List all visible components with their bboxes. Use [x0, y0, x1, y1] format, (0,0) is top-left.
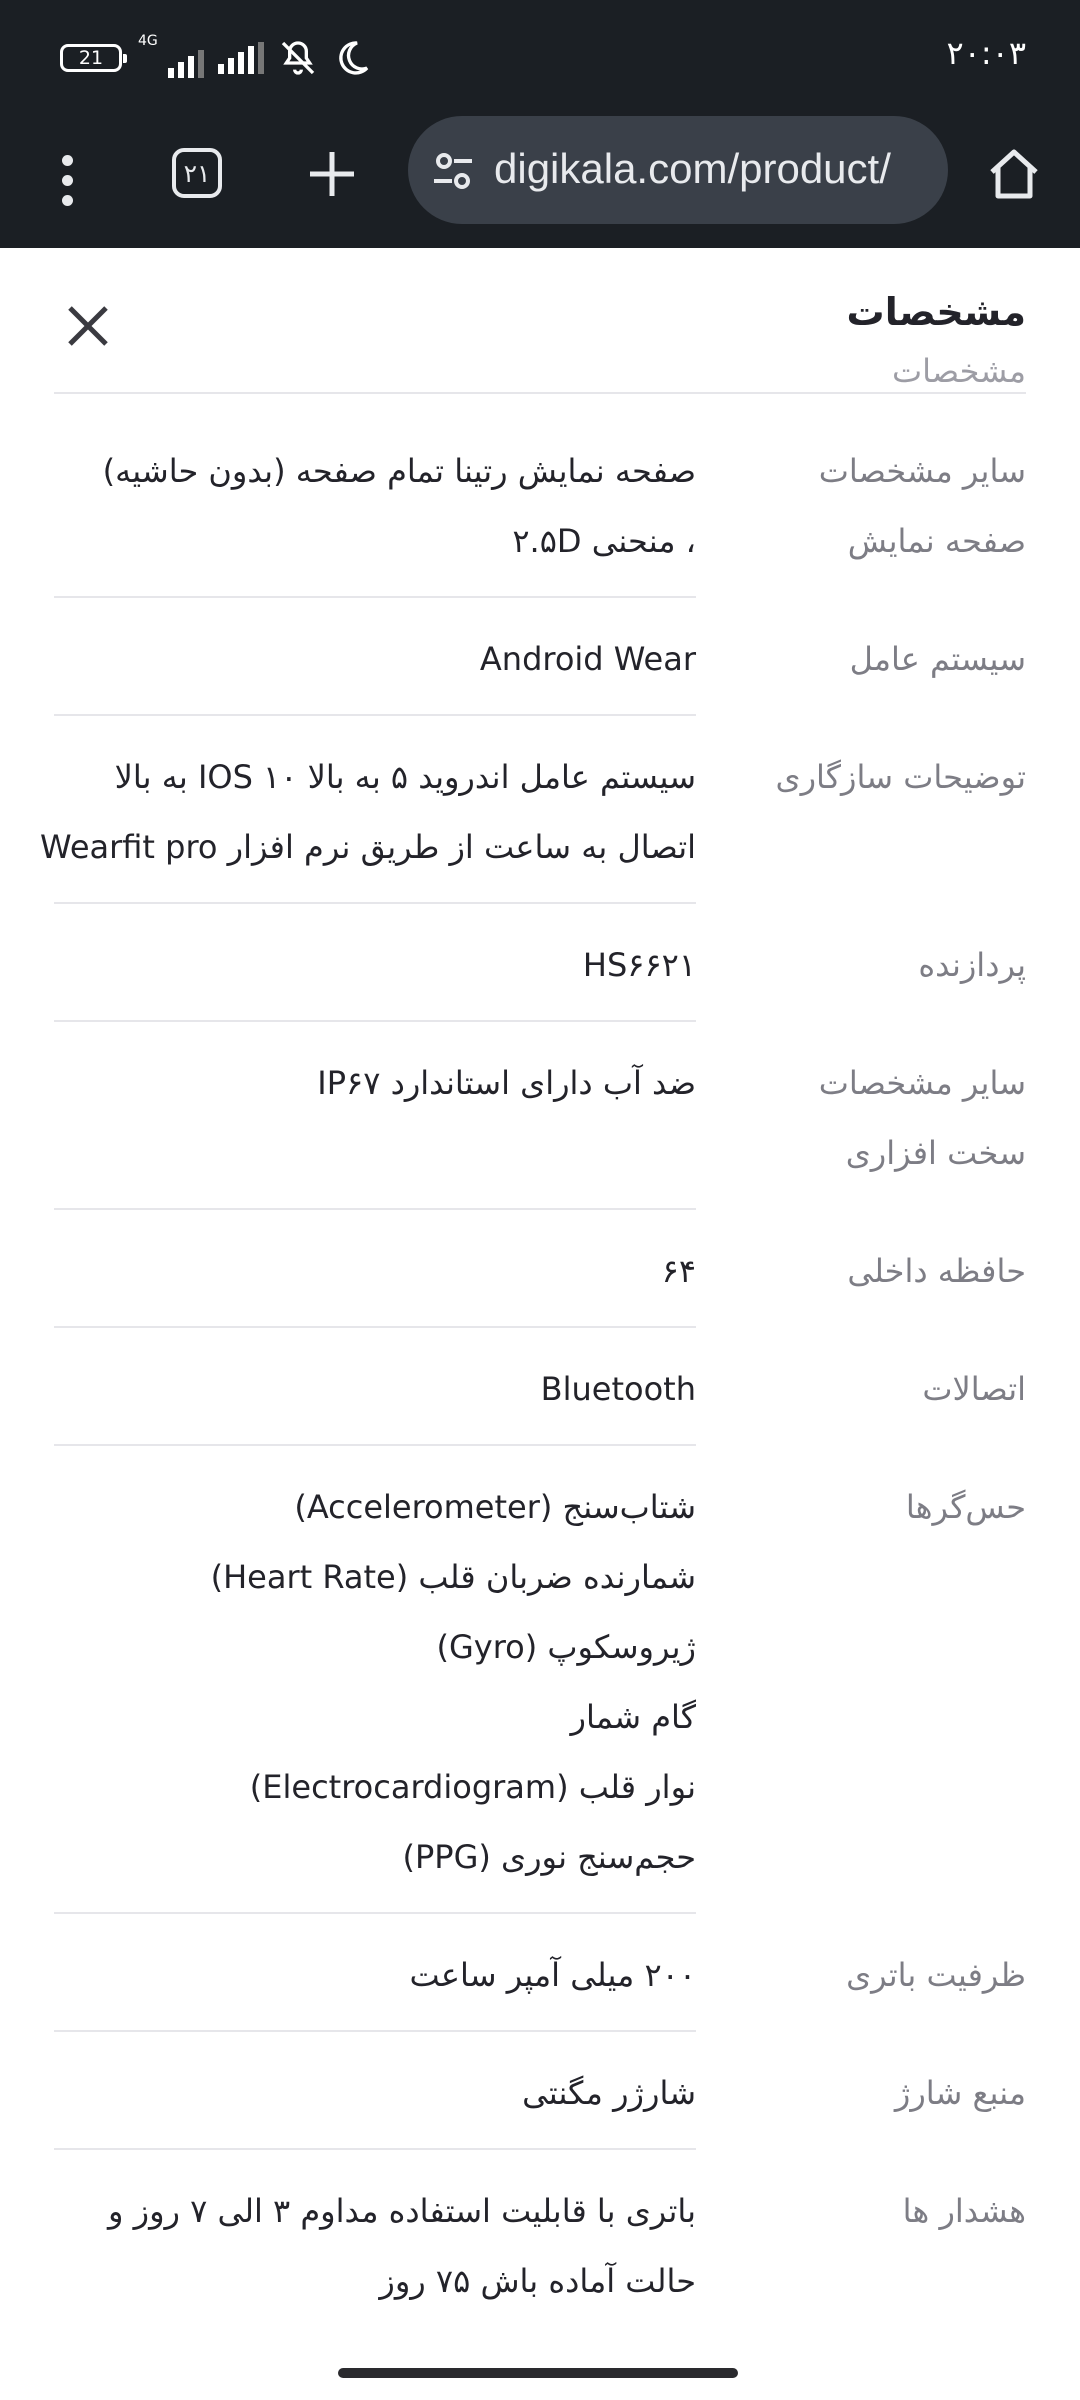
spec-value: [54, 930, 696, 1000]
spec-value-line: گام شمار: [570, 1698, 696, 1736]
spec-value: [54, 436, 696, 576]
row-divider: [54, 2148, 696, 2150]
battery-level: 21: [78, 47, 104, 69]
spec-value: [54, 2058, 696, 2128]
spec-label-line: سایر مشخصات: [818, 452, 1026, 490]
partial-spec-label: مشخصات: [892, 352, 1026, 390]
spec-label-line: حس‌گرها: [905, 1488, 1026, 1526]
address-bar[interactable]: [408, 116, 948, 224]
spec-row: [0, 2058, 1080, 2176]
spec-label-line: پردازنده: [918, 946, 1026, 984]
row-divider: [54, 2030, 696, 2032]
spec-row: [0, 930, 1080, 1048]
divider: [54, 392, 1026, 394]
spec-value-line: حجم‌سنج نوری (PPG): [402, 1838, 696, 1876]
spec-label: [756, 1940, 1026, 2010]
spec-value-line: شتاب‌سنج (Accelerometer): [294, 1488, 696, 1526]
row-divider: [54, 1208, 696, 1210]
battery-icon: [60, 44, 122, 72]
spec-list: [0, 436, 1080, 2364]
spec-value: [54, 1472, 696, 1892]
spec-label: [756, 624, 1026, 694]
spec-row: [0, 436, 1080, 624]
tab-switcher-button[interactable]: [172, 148, 222, 198]
spec-value-line: ژیروسکوپ (Gyro): [436, 1628, 696, 1666]
spec-label-line: حافظه داخلی: [847, 1252, 1026, 1290]
url-text[interactable]: digikala.com/product/: [494, 145, 891, 192]
tune-icon[interactable]: [430, 148, 476, 198]
spec-label-line: سخت افزاری: [845, 1134, 1026, 1172]
spec-value-line: ۲۰۰ میلی آمپر ساعت: [409, 1956, 696, 1994]
spec-row: [0, 1048, 1080, 1236]
spec-value-line: صفحه نمایش رتینا تمام صفحه (بدون حاشیه): [102, 452, 696, 490]
spec-row: [0, 624, 1080, 742]
spec-label: [756, 1048, 1026, 1188]
spec-label-line: ظرفیت باتری: [846, 1956, 1026, 1994]
spec-label-line: سیستم عامل: [849, 640, 1026, 678]
row-divider: [54, 596, 696, 598]
spec-value-line: حالت آماده باش ۷۵ روز: [379, 2262, 696, 2300]
spec-row: [0, 1354, 1080, 1472]
spec-value: [54, 1048, 696, 1118]
spec-label: [756, 742, 1026, 812]
spec-label-line: سایر مشخصات: [818, 1064, 1026, 1102]
row-divider: [54, 1326, 696, 1328]
spec-value-line: اتصال به ساعت از طریق نرم افزار Wearfit pro: [40, 828, 696, 866]
spec-label-line: اتصالات: [922, 1370, 1026, 1408]
sheet-title: مشخصات: [846, 290, 1026, 334]
spec-value: [54, 2176, 696, 2316]
spec-row: [0, 1472, 1080, 1940]
home-icon[interactable]: [984, 144, 1044, 208]
spec-label: [756, 1236, 1026, 1306]
spec-value-line: شارژر مگنتی: [522, 2074, 696, 2112]
spec-value-line: نوار قلب (Electrocardiogram): [249, 1768, 696, 1806]
spec-value-line: ۶۴: [661, 1252, 696, 1290]
spec-label-line: صفحه نمایش: [847, 522, 1026, 560]
gesture-bar[interactable]: [338, 2368, 738, 2378]
spec-value: [40, 742, 696, 882]
spec-row: [0, 2176, 1080, 2364]
spec-row: [0, 1940, 1080, 2058]
plus-icon[interactable]: [304, 146, 360, 202]
spec-label: [756, 2176, 1026, 2246]
spec-value-line: ضد آب دارای استاندارد IP۶۷: [317, 1064, 696, 1102]
more-vert-icon[interactable]: [44, 140, 90, 220]
spec-label: [756, 2058, 1026, 2128]
spec-label: [756, 930, 1026, 1000]
row-divider: [54, 902, 696, 904]
spec-label-line: توضیحات سازگاری: [775, 758, 1026, 796]
spec-value-line: شمارنده ضربان قلب (Heart Rate): [210, 1558, 696, 1596]
spec-label: [756, 1354, 1026, 1424]
cellular-signal-icon: [136, 33, 204, 80]
spec-value: [54, 624, 696, 694]
spec-value: [54, 1236, 696, 1306]
cellular-signal-2-icon: [218, 42, 264, 74]
spec-row: [0, 1236, 1080, 1354]
spec-value: [54, 1354, 696, 1424]
row-divider: [54, 1020, 696, 1022]
spec-label: [756, 436, 1026, 576]
close-icon[interactable]: [60, 298, 116, 354]
spec-label-line: منبع شارژ: [894, 2074, 1026, 2112]
spec-row: [0, 742, 1080, 930]
spec-value-line: ، منحنی ۲.۵D: [512, 522, 696, 560]
row-divider: [54, 714, 696, 716]
row-divider: [54, 1912, 696, 1914]
network-type: 4G: [138, 33, 158, 49]
spec-label: [756, 1472, 1026, 1542]
spec-label-line: هشدار ها: [902, 2192, 1026, 2230]
clock: ۲۰:۰۳: [946, 34, 1026, 72]
browser-toolbar: [0, 110, 1080, 248]
status-icons: [60, 33, 372, 80]
spec-value-line: Bluetooth: [540, 1370, 696, 1408]
spec-value-line: سیستم عامل اندروید ۵ به بالا IOS ۱۰ به بالا: [114, 758, 696, 796]
status-bar: [0, 0, 1080, 110]
spec-value-line: HS۶۶۲۱: [582, 946, 696, 984]
bell-off-icon: [278, 38, 318, 78]
spec-value-line: Android Wear: [479, 640, 696, 678]
spec-value-line: باتری با قابلیت استفاده مداوم ۳ الی ۷ روز و: [108, 2192, 696, 2230]
spec-value: [54, 1940, 696, 2010]
row-divider: [54, 1444, 696, 1446]
moon-icon: [332, 38, 372, 78]
tab-count: ۲۱: [183, 158, 211, 188]
